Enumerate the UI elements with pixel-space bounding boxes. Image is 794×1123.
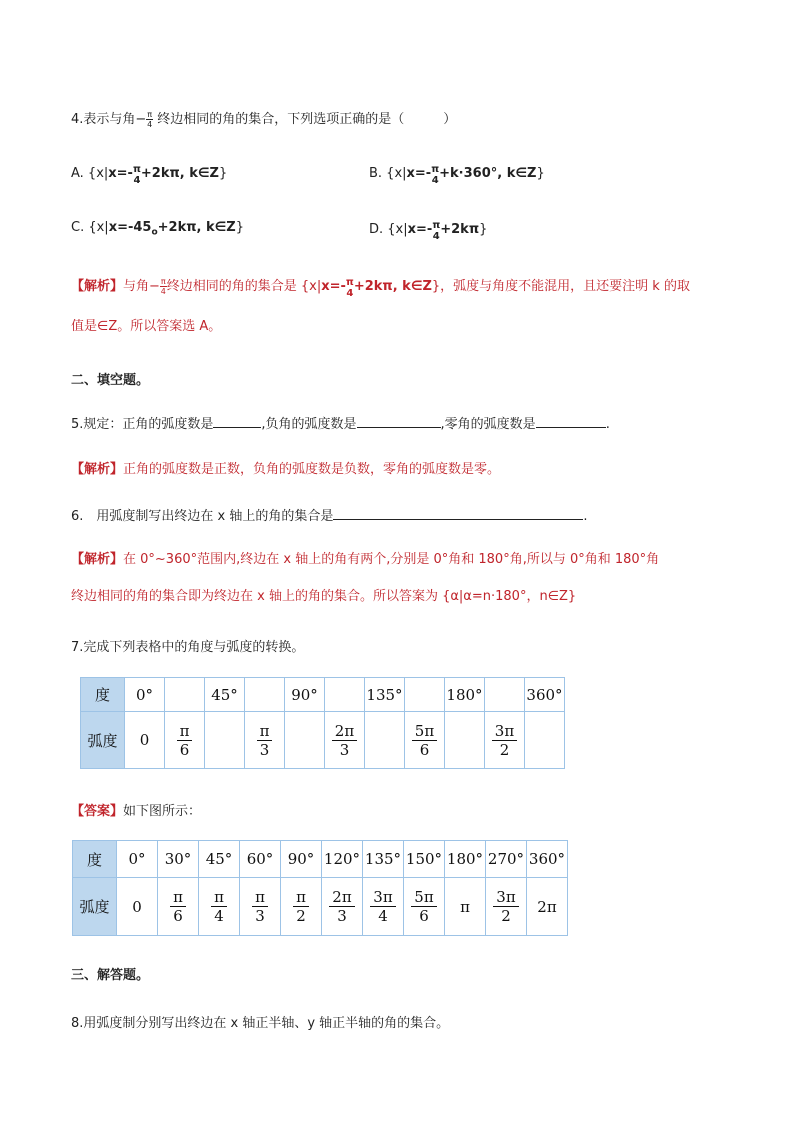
radian-cell: [485, 712, 525, 769]
conversion-table-blank: [80, 677, 565, 769]
section-2-title: 二、填空题。: [71, 373, 150, 388]
radian-fraction: $\frac{2\pi}{3}$: [332, 722, 357, 759]
q4-analysis-line2: 值是∈Z。所以答案选 A。: [71, 319, 222, 334]
degree-cell: 120°: [322, 841, 363, 878]
radian-cell: [525, 712, 565, 769]
degree-cell: 135°: [365, 678, 405, 712]
radian-cell: [240, 878, 281, 936]
row-header-radian: 弧度: [73, 878, 117, 936]
radian-cell: [322, 878, 363, 936]
q6-analysis: 【解析】在 0°~360°范围内,终边在 x 轴上的角有两个,分别是 0°角和 180°角,所以与 0°角和 180°角: [71, 552, 660, 567]
radian-cell: [165, 712, 205, 769]
radian-fraction: $\frac{\pi}{6}$: [177, 722, 193, 759]
radian-cell: [445, 712, 485, 769]
degree-cell: [245, 678, 285, 712]
q4-option-a: A. {x|x=- π 4 +2kπ, k∈Z}: [71, 164, 228, 186]
degree-cell: [325, 678, 365, 712]
radian-cell: [405, 712, 445, 769]
radian-fraction: $\frac{\pi}{2}$: [293, 888, 309, 925]
degree-cell: 360°: [525, 678, 565, 712]
radian-cell: [365, 712, 405, 769]
q6-question: 6. 用弧度制写出终边在 x 轴上的角的集合是 .: [71, 509, 588, 524]
radian-cell: [404, 878, 445, 936]
radian-fraction: $\frac{\pi}{3}$: [257, 722, 273, 759]
q4-question: [71, 108, 456, 129]
q6-analysis-line2: 终边相同的角的集合即为终边在 x 轴上的角的集合。所以答案为 {α|α=n·180°，n∈Z}: [71, 589, 577, 604]
row-header-degree: 度: [73, 841, 117, 878]
radian-cell: [205, 712, 245, 769]
radian-cell: [285, 712, 325, 769]
degree-cell: [485, 678, 525, 712]
degree-cell: 180°: [445, 841, 486, 878]
radian-cell: [325, 712, 365, 769]
q5-question: 5.规定：正角的弧度数是 ,负角的弧度数是 ,零角的弧度数是 .: [71, 417, 610, 432]
degree-cell: 0°: [125, 678, 165, 712]
degree-cell: 180°: [445, 678, 485, 712]
q5-blank-2[interactable]: [357, 415, 441, 428]
conversion-table-answer: [72, 840, 568, 936]
radian-cell: 0: [117, 878, 158, 936]
row-header-radian: 弧度: [81, 712, 125, 769]
radian-fraction: $\frac{\pi}{6}$: [170, 888, 186, 925]
degree-cell: 90°: [281, 841, 322, 878]
radian-fraction: $\frac{5\pi}{6}$: [411, 888, 436, 925]
degree-cell: [405, 678, 445, 712]
section-3-title: 三、解答题。: [71, 968, 150, 983]
degree-cell: 135°: [363, 841, 404, 878]
degree-cell: 0°: [117, 841, 158, 878]
degree-cell: 45°: [205, 678, 245, 712]
q4-option-c: C. {$x|x=-45_o+2k\pi$, k∈Z}: [71, 220, 244, 238]
radian-cell: [158, 878, 199, 936]
degree-cell: [165, 678, 205, 712]
q4-option-b: B. {x|x=- π 4 +k·360°, k∈Z}: [369, 164, 545, 186]
radian-fraction: $\frac{3\pi}{4}$: [370, 888, 395, 925]
q4-analysis: 【解析】与角− $\frac{\pi}{4}$ 终边相同的角的集合是 {x|x=- π 4 +2kπ, k∈Z}，弧度与角度不能混用，且还要注明 k 的取: [71, 277, 690, 299]
radian-fraction: $\frac{2\pi}{3}$: [329, 888, 354, 925]
degree-cell: 360°: [527, 841, 568, 878]
degree-cell: 30°: [158, 841, 199, 878]
radian-fraction: $\frac{\pi}{4}$: [211, 888, 227, 925]
q7-answer: 【答案】如下图所示：: [71, 804, 202, 819]
degree-cell: 150°: [404, 841, 445, 878]
radian-cell: π: [445, 878, 486, 936]
radian-fraction: $\frac{5\pi}{6}$: [412, 722, 437, 759]
q4-suffix: 终边相同的角的集合，下列选项正确的是（ ）: [157, 112, 457, 127]
radian-cell: 2π: [527, 878, 568, 936]
q5-analysis: 【解析】正角的弧度数是正数，负角的弧度数是负数，零角的弧度数是零。: [71, 462, 501, 477]
radian-fraction: $\frac{\pi}{3}$: [252, 888, 268, 925]
row-header-degree: 度: [81, 678, 125, 712]
radian-fraction: $\frac{3\pi}{2}$: [493, 888, 518, 925]
q8-question: 8.用弧度制分别写出终边在 x 轴正半轴、y 轴正半轴的角的集合。: [71, 1016, 450, 1031]
q5-blank-3[interactable]: [536, 415, 606, 428]
degree-cell: 90°: [285, 678, 325, 712]
degree-cell: 60°: [240, 841, 281, 878]
degree-cell: 45°: [199, 841, 240, 878]
q6-blank[interactable]: [333, 507, 583, 520]
q7-question: 7.完成下列表格中的角度与弧度的转换。: [71, 640, 305, 655]
degree-cell: 270°: [486, 841, 527, 878]
radian-cell: 0: [125, 712, 165, 769]
q4-prefix: 4.表示与角−: [71, 112, 147, 127]
radian-cell: [363, 878, 404, 936]
radian-cell: [245, 712, 285, 769]
radian-cell: [199, 878, 240, 936]
q4-option-d: D. {x|x=- π 4 +2kπ}: [369, 220, 488, 242]
q4-fraction: $\frac{\pi}{4}$: [147, 110, 153, 129]
radian-cell: [486, 878, 527, 936]
q5-blank-1[interactable]: [213, 415, 261, 428]
radian-cell: [281, 878, 322, 936]
radian-fraction: $\frac{3\pi}{2}$: [492, 722, 517, 759]
